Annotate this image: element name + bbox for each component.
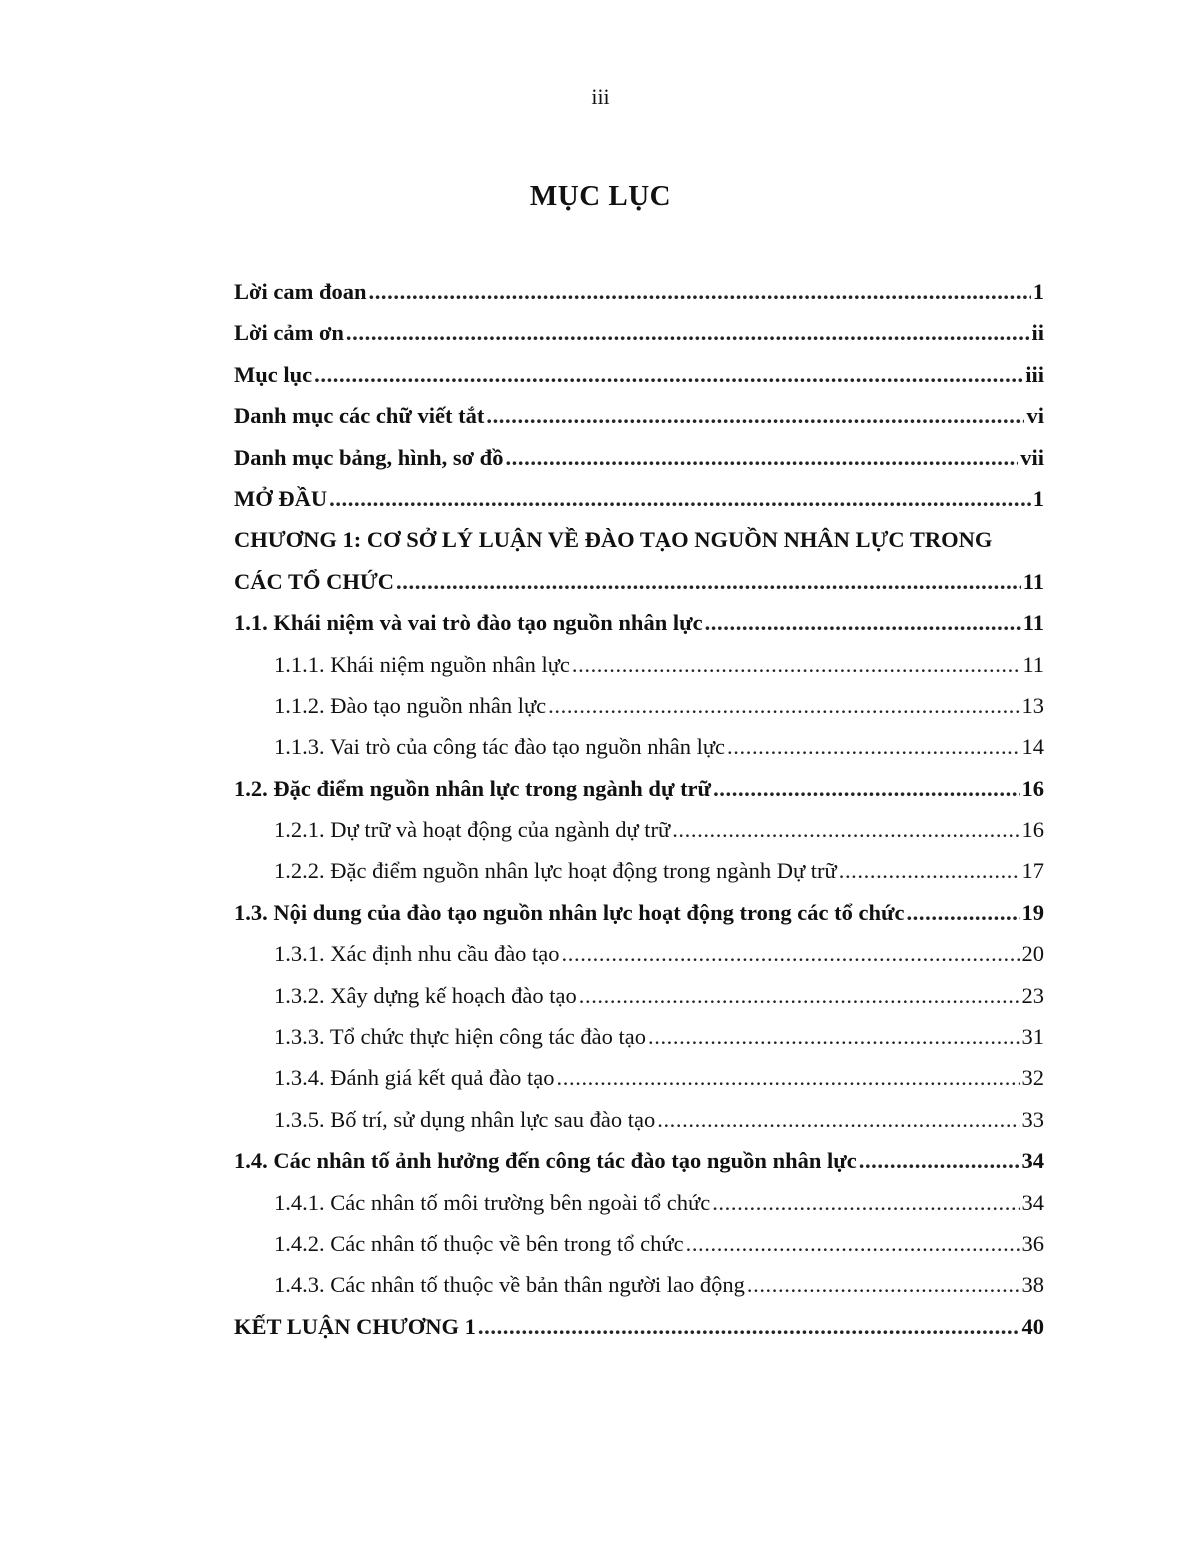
- toc-entry-title: KẾT LUẬN CHƯƠNG 1: [234, 1313, 476, 1339]
- toc-entry: [234, 561, 1044, 602]
- dot-leader: [712, 1182, 1019, 1223]
- toc-entry: [234, 1264, 1044, 1305]
- dot-leader: [562, 933, 1020, 974]
- dot-leader: [906, 892, 1019, 933]
- dot-leader: [648, 1016, 1020, 1057]
- table-of-contents: [234, 271, 1044, 1347]
- dot-leader: [368, 271, 1030, 312]
- dot-leader: [486, 395, 1024, 436]
- toc-entry-title: 1.4.1. Các nhân tố môi trường bên ngoài tổ chức: [274, 1189, 711, 1215]
- dot-leader: [329, 478, 1031, 519]
- toc-entry-page: 17: [1021, 858, 1044, 884]
- toc-entry: [234, 1140, 1044, 1181]
- toc-entry-title: CHƯƠNG 1: CƠ SỞ LÝ LUẬN VỀ ĐÀO TẠO NGUỒN NHÂN LỰC TRONG: [234, 527, 993, 553]
- dot-leader: [727, 726, 1019, 767]
- dot-leader: [548, 685, 1019, 726]
- toc-entry-page: 20: [1021, 941, 1044, 967]
- toc-entry-title: 1.3.4. Đánh giá kết quả đào tạo: [274, 1065, 555, 1091]
- dot-leader: [346, 312, 1030, 353]
- dot-leader: [505, 437, 1018, 478]
- toc-entry-page: 40: [1021, 1313, 1044, 1339]
- dot-leader: [657, 1099, 1019, 1140]
- dot-leader: [396, 561, 1021, 602]
- toc-entry-title: 1.3.5. Bố trí, sử dụng nhân lực sau đào tạo: [274, 1106, 656, 1132]
- toc-entry: [234, 271, 1044, 312]
- page-number: iii: [591, 84, 610, 109]
- toc-entry-title: CÁC TỔ CHỨC: [234, 568, 395, 594]
- toc-entry-title: Danh mục bảng, hình, sơ đồ: [234, 444, 504, 470]
- toc-entry-page: 19: [1021, 899, 1044, 925]
- toc-entry: [234, 726, 1044, 767]
- toc-entry-title: 1.1. Khái niệm và vai trò đào tạo nguồn nhân lực: [234, 610, 703, 636]
- toc-entry-title: 1.3.2. Xây dựng kế hoạch đào tạo: [274, 982, 577, 1008]
- toc-entry: [234, 395, 1044, 436]
- toc-entry-page: 13: [1021, 692, 1044, 718]
- dot-leader: [314, 354, 1023, 395]
- dot-leader: [572, 644, 1020, 685]
- toc-entry-page: 34: [1021, 1189, 1044, 1215]
- toc-entry-title: 1.2.2. Đặc điểm nguồn nhân lực hoạt động trong ngành Dự trữ: [274, 858, 837, 884]
- toc-entry: [234, 685, 1044, 726]
- toc-entry: [234, 975, 1044, 1016]
- toc-entry-page: 11: [1022, 651, 1044, 677]
- toc-entry-page: 1: [1032, 485, 1044, 511]
- toc-entry: [234, 768, 1044, 809]
- toc-entry: [234, 644, 1044, 685]
- dot-leader: [747, 1264, 1020, 1305]
- toc-entry-title: Danh mục các chữ viết tắt: [234, 403, 485, 429]
- toc-entry-title: 1.3.3. Tổ chức thực hiện công tác đào tạo: [274, 1024, 646, 1050]
- toc-entry-title: MỞ ĐẦU: [234, 485, 328, 511]
- toc-entry-title: 1.4.2. Các nhân tố thuộc về bên trong tổ chức: [274, 1230, 684, 1256]
- toc-entry-title: 1.1.2. Đào tạo nguồn nhân lực: [274, 692, 547, 718]
- toc-entry-page: 33: [1021, 1106, 1044, 1132]
- toc-entry-page: 36: [1021, 1230, 1044, 1256]
- dot-leader: [859, 1140, 1020, 1181]
- toc-entry-title: 1.2. Đặc điểm nguồn nhân lực trong ngành dự trữ: [234, 775, 712, 801]
- toc-entry-page: 14: [1021, 734, 1044, 760]
- toc-entry-title: 1.4.3. Các nhân tố thuộc về bản thân người lao động: [274, 1272, 745, 1298]
- dot-leader: [579, 975, 1020, 1016]
- toc-entry-page: 1: [1032, 279, 1044, 304]
- toc-entry-title: 1.1.3. Vai trò của công tác đào tạo nguồn nhân lực: [274, 734, 726, 760]
- toc-entry-title: Lời cam đoan: [234, 279, 367, 304]
- toc-entry-page: iii: [1025, 361, 1044, 387]
- toc-entry-title: 1.4. Các nhân tố ảnh hưởng đến công tác đào tạo nguồn nhân lực: [234, 1148, 857, 1174]
- dot-leader: [557, 1057, 1020, 1098]
- dot-leader: [713, 768, 1019, 809]
- toc-entry-title: 1.3.1. Xác định nhu cầu đào tạo: [274, 941, 560, 967]
- toc-entry-page: 11: [1022, 568, 1044, 594]
- dot-leader: [705, 602, 1021, 643]
- toc-entry-page: vii: [1020, 444, 1044, 470]
- toc-entry-page: 16: [1021, 775, 1044, 801]
- toc-entry: [234, 478, 1044, 519]
- toc-entry-title: Mục lục: [234, 361, 313, 387]
- toc-entry-page: ii: [1031, 320, 1044, 346]
- toc-entry-page: vi: [1026, 403, 1044, 429]
- toc-entry: [234, 1057, 1044, 1098]
- dot-leader: [686, 1223, 1020, 1264]
- toc-entry-page: 32: [1021, 1065, 1044, 1091]
- dot-leader: [839, 850, 1020, 891]
- toc-entry: [234, 892, 1044, 933]
- dot-leader: [672, 809, 1019, 850]
- toc-entry: [234, 1306, 1044, 1347]
- toc-entry-title: Lời cảm ơn: [234, 320, 344, 346]
- toc-entry: [234, 850, 1044, 891]
- toc-entry: [234, 933, 1044, 974]
- toc-entry-page: 34: [1021, 1148, 1044, 1174]
- toc-entry-page: 11: [1022, 610, 1044, 636]
- toc-entry: [234, 602, 1044, 643]
- dot-leader: [478, 1306, 1020, 1347]
- toc-entry: [234, 809, 1044, 850]
- toc-entry: [234, 1223, 1044, 1264]
- toc-entry-title: 1.2.1. Dự trữ và hoạt động của ngành dự trữ: [274, 817, 671, 843]
- toc-entry: [234, 1099, 1044, 1140]
- toc-entry: [234, 519, 1044, 560]
- toc-entry-page: 31: [1021, 1024, 1044, 1050]
- toc-entry: [234, 1182, 1044, 1223]
- toc-entry-page: 23: [1021, 982, 1044, 1008]
- toc-entry-title: 1.3. Nội dung của đào tạo nguồn nhân lực hoạt động trong các tổ chức: [234, 899, 905, 925]
- toc-entry-page: 38: [1021, 1272, 1044, 1298]
- toc-entry: [234, 354, 1044, 395]
- toc-entry-page: 16: [1021, 817, 1044, 843]
- toc-entry: [234, 1016, 1044, 1057]
- toc-entry: [234, 437, 1044, 478]
- toc-entry-title: 1.1.1. Khái niệm nguồn nhân lực: [274, 651, 570, 677]
- page-title: MỤC LỤC: [529, 180, 672, 212]
- toc-entry: [234, 312, 1044, 353]
